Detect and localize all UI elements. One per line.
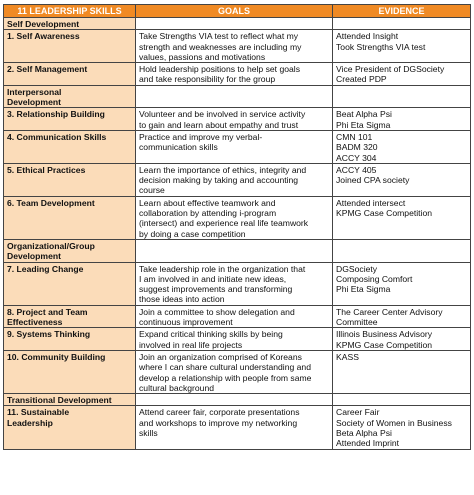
goals-cell bbox=[136, 85, 333, 108]
goals-cell-line: and take responsibility for the group bbox=[139, 74, 276, 85]
goals-cell bbox=[136, 406, 333, 449]
skill-label-line: 2. Self Management bbox=[7, 64, 88, 75]
section-row bbox=[4, 85, 471, 108]
evidence-cell bbox=[333, 85, 471, 108]
skill-label-line: 9. Systems Thinking bbox=[7, 329, 91, 340]
header-row bbox=[4, 5, 471, 18]
evidence-cell-line: KPMG Case Competition bbox=[336, 208, 432, 219]
skill-row bbox=[4, 196, 471, 239]
evidence-cell-line: Career Fair bbox=[336, 407, 380, 418]
evidence-cell-line: Beta Alpha Psi bbox=[336, 427, 392, 438]
skill-label bbox=[4, 196, 136, 239]
evidence-cell-line: Attended Insight bbox=[336, 31, 399, 42]
evidence-cell-line: CMN 101 bbox=[336, 131, 373, 142]
goals-cell-line: to gain and learn about empathy and trust bbox=[139, 119, 299, 130]
evidence-cell bbox=[333, 196, 471, 239]
goals-cell-line: Take leadership role in the organization that bbox=[139, 263, 306, 274]
goals-cell-line: decision making by taking and accounting bbox=[139, 175, 299, 186]
evidence-cell bbox=[333, 18, 471, 30]
skill-label-line: 8. Project and Team bbox=[7, 306, 88, 317]
evidence-cell-line: BADM 320 bbox=[336, 142, 378, 153]
goals-cell bbox=[136, 196, 333, 239]
skill-label bbox=[4, 305, 136, 328]
evidence-cell bbox=[333, 328, 471, 351]
goals-cell bbox=[136, 239, 333, 262]
evidence-cell bbox=[333, 108, 471, 131]
goals-cell bbox=[136, 30, 333, 63]
evidence-cell-line: Attended intersect bbox=[336, 197, 406, 208]
skill-label-line: 1. Self Awareness bbox=[7, 31, 80, 42]
skill-label-line: 11. Sustainable bbox=[7, 407, 70, 418]
goals-cell-line: cultural background bbox=[139, 382, 215, 393]
evidence-cell-line: Vice President of DGSociety bbox=[336, 64, 445, 75]
evidence-cell bbox=[333, 262, 471, 305]
skill-label-line: 6. Team Development bbox=[7, 197, 95, 208]
goals-cell bbox=[136, 262, 333, 305]
goals-cell-line: Attend career fair, corporate presentations bbox=[139, 407, 300, 418]
goals-cell-line: Join an organization comprised of Koreans bbox=[139, 351, 302, 362]
goals-cell-line: involved in real life projects bbox=[139, 339, 243, 350]
skill-label bbox=[4, 163, 136, 196]
goals-cell-line: values, passions and motivations bbox=[139, 51, 266, 62]
evidence-cell-line: Illinois Business Advisory bbox=[336, 329, 433, 340]
goals-cell-line: suggest improvements and transforming bbox=[139, 284, 293, 295]
goals-cell-line: Take Strengths VIA test to reflect what my bbox=[139, 31, 299, 42]
goals-cell-line: strength and weaknesses are including my bbox=[139, 41, 302, 52]
evidence-cell-line: Took Strengths VIA test bbox=[336, 41, 426, 52]
evidence-cell bbox=[333, 63, 471, 86]
goals-cell-line: Practice and improve my verbal- bbox=[139, 131, 263, 142]
evidence-cell-line: ACCY 304 bbox=[336, 152, 377, 163]
evidence-cell bbox=[333, 394, 471, 406]
goals-cell-line: Learn the importance of ethics, integrity and bbox=[139, 164, 307, 175]
skill-label bbox=[4, 328, 136, 351]
section-label-line: Development bbox=[7, 97, 61, 108]
evidence-cell-line: Society of Women in Business bbox=[336, 417, 452, 428]
goals-cell bbox=[136, 63, 333, 86]
goals-cell bbox=[136, 328, 333, 351]
leadership-skills-table bbox=[3, 4, 471, 450]
section-label-line: Interpersonal bbox=[7, 86, 62, 97]
skill-label-line: 3. Relationship Building bbox=[7, 109, 105, 120]
skill-label-line: 10. Community Building bbox=[7, 351, 106, 362]
evidence-cell-line: Joined CPA society bbox=[336, 175, 410, 186]
section-row bbox=[4, 239, 471, 262]
goals-cell bbox=[136, 350, 333, 393]
section-row bbox=[4, 394, 471, 406]
evidence-cell-line: DGSociety bbox=[336, 263, 378, 274]
header-goals: GOALS bbox=[136, 5, 333, 18]
skill-row bbox=[4, 305, 471, 328]
evidence-cell bbox=[333, 130, 471, 163]
section-label-line: Organizational/Group bbox=[7, 240, 95, 251]
evidence-cell bbox=[333, 305, 471, 328]
skill-label-line: Leadership bbox=[7, 417, 53, 428]
goals-cell-line: and workshops to improve my networking bbox=[139, 417, 298, 428]
skill-label-line: Effectiveness bbox=[7, 317, 63, 328]
goals-cell-line: collaboration by attending i-program bbox=[139, 208, 277, 219]
evidence-cell bbox=[333, 239, 471, 262]
goals-cell-line: course bbox=[139, 185, 165, 196]
evidence-cell bbox=[333, 406, 471, 449]
table-body bbox=[4, 18, 471, 450]
section-row bbox=[4, 18, 471, 30]
goals-cell-line: (intersect) and experience real life teamwork bbox=[139, 218, 309, 229]
evidence-cell bbox=[333, 350, 471, 393]
skill-label bbox=[4, 108, 136, 131]
skill-row bbox=[4, 262, 471, 305]
section-label-line: Self Development bbox=[7, 19, 80, 29]
goals-cell-line: skills bbox=[139, 427, 158, 438]
section-label-line: Transitional Development bbox=[7, 395, 112, 406]
evidence-cell-line: Beat Alpha Psi bbox=[336, 109, 392, 120]
section-label bbox=[4, 85, 136, 108]
goals-cell bbox=[136, 305, 333, 328]
skill-label bbox=[4, 262, 136, 305]
skill-label-line: 5. Ethical Practices bbox=[7, 164, 86, 175]
section-label bbox=[4, 18, 136, 30]
skill-label bbox=[4, 30, 136, 63]
skill-row bbox=[4, 328, 471, 351]
goals-cell-line: those ideas into action bbox=[139, 294, 225, 305]
evidence-cell bbox=[333, 163, 471, 196]
evidence-cell-line: Committee bbox=[336, 317, 378, 328]
skill-row bbox=[4, 350, 471, 393]
goals-cell-line: Join a committee to show delegation and bbox=[139, 306, 295, 317]
goals-cell bbox=[136, 18, 333, 30]
evidence-cell-line: Phi Eta Sigma bbox=[336, 284, 391, 295]
leadership-skills-sheet bbox=[3, 4, 470, 450]
skill-row bbox=[4, 406, 471, 449]
goals-cell-line: Expand critical thinking skills by being bbox=[139, 329, 283, 340]
section-label bbox=[4, 394, 136, 406]
skill-row bbox=[4, 63, 471, 86]
skill-row bbox=[4, 30, 471, 63]
goals-cell-line: Volunteer and be involved in service activity bbox=[139, 109, 306, 120]
skill-label-line: 4. Communication Skills bbox=[7, 131, 107, 142]
goals-cell bbox=[136, 130, 333, 163]
goals-cell bbox=[136, 394, 333, 406]
evidence-cell-line: Attended Imprint bbox=[336, 438, 400, 449]
skill-label bbox=[4, 63, 136, 86]
evidence-cell-line: ACCY 405 bbox=[336, 164, 377, 175]
skill-label bbox=[4, 350, 136, 393]
goals-cell bbox=[136, 108, 333, 131]
goals-cell-line: by doing a case competition bbox=[139, 228, 246, 239]
goals-cell bbox=[136, 163, 333, 196]
evidence-cell-line: KPMG Case Competition bbox=[336, 339, 432, 350]
evidence-cell-line: Composing Comfort bbox=[336, 273, 413, 284]
goals-cell-line: Learn about effective teamwork and bbox=[139, 197, 276, 208]
evidence-cell-line: Phi Eta Sigma bbox=[336, 119, 391, 130]
skill-row bbox=[4, 130, 471, 163]
header-skills: 11 LEADERSHIP SKILLS bbox=[4, 5, 136, 18]
goals-cell-line: continuous improvement bbox=[139, 317, 233, 328]
evidence-cell-line: Created PDP bbox=[336, 74, 387, 85]
evidence-cell bbox=[333, 30, 471, 63]
skill-row bbox=[4, 163, 471, 196]
goals-cell-line: where I can share cultural understanding and bbox=[139, 362, 311, 373]
goals-cell-line: communication skills bbox=[139, 142, 218, 153]
evidence-cell-line: The Career Center Advisory bbox=[336, 306, 443, 317]
skill-row bbox=[4, 108, 471, 131]
goals-cell-line: Hold leadership positions to help set goals bbox=[139, 64, 300, 75]
section-label bbox=[4, 239, 136, 262]
skill-label bbox=[4, 406, 136, 449]
skill-label bbox=[4, 130, 136, 163]
skill-label-line: 7. Leading Change bbox=[7, 263, 84, 274]
goals-cell-line: I am involved in and initiate new ideas, bbox=[139, 273, 287, 284]
header-evidence: EVIDENCE bbox=[333, 5, 471, 18]
goals-cell-line: develop a relationship with people from same bbox=[139, 372, 312, 383]
evidence-cell-line: KASS bbox=[336, 351, 359, 362]
section-label-line: Development bbox=[7, 251, 61, 262]
